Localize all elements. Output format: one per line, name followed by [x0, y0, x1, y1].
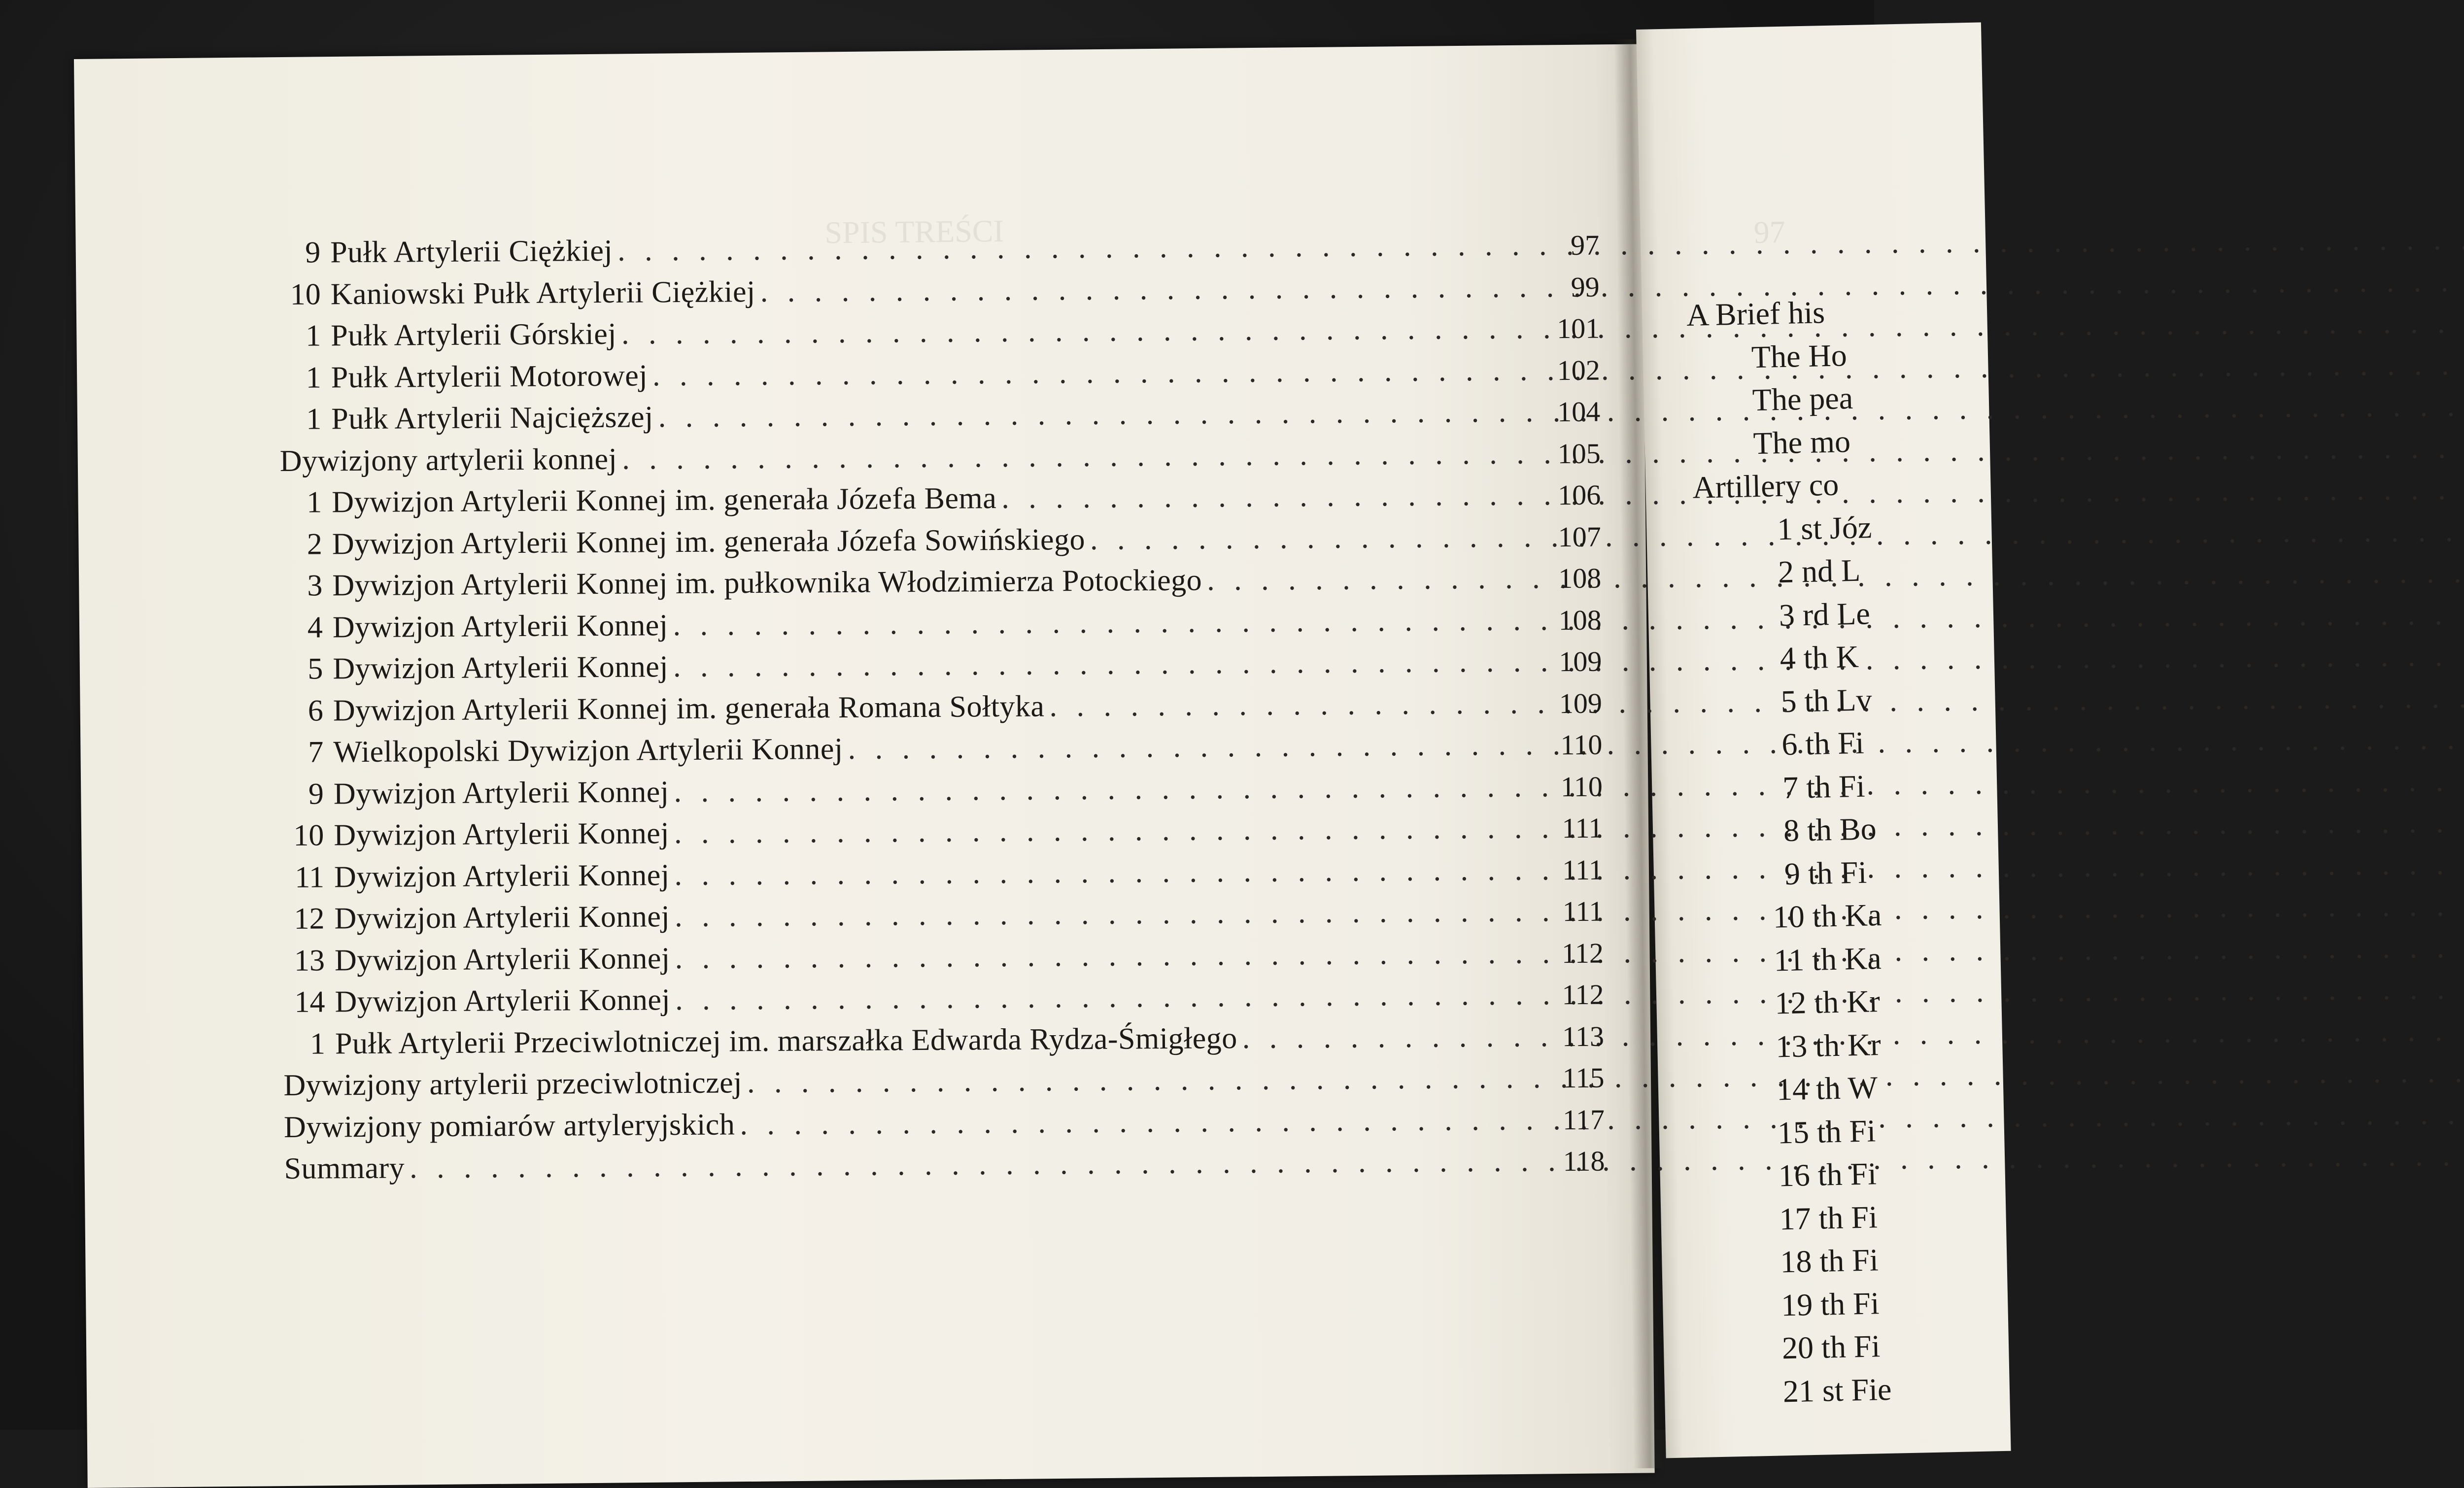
toc-entry-title: Dywizjon Artylerii Konnej im. generała Romana Sołtyka	[333, 689, 1045, 727]
toc-entry-number: 1	[306, 319, 321, 353]
toc-entry	[279, 311, 1600, 358]
toc-entry-number: 10	[290, 277, 321, 311]
toc-leader-dots	[669, 852, 1534, 893]
toc-leader-dots	[1085, 519, 1532, 557]
toc-entry-number: 1	[307, 485, 322, 519]
toc-entry	[280, 477, 1601, 525]
toc-entry-page: 105	[1557, 437, 1601, 470]
toc-entry-page: 111	[1562, 812, 1603, 845]
right-page-line: 8 th Bo	[1783, 811, 1877, 848]
show-through-heading: SPIS TREŚCI	[824, 213, 1004, 250]
toc-entry-title: Dywizjon Artylerii Konnej	[333, 775, 669, 811]
toc-entry	[283, 1060, 1604, 1108]
toc-entry-page: 106	[1558, 478, 1601, 511]
toc-entry-number: 4	[307, 610, 323, 644]
toc-entry-number: 12	[294, 902, 325, 936]
right-page-line: 16 th Fi	[1778, 1156, 1877, 1193]
toc-leader-dots	[668, 603, 1533, 643]
toc-leader-dots	[670, 977, 1535, 1017]
right-page-number: 97	[1753, 214, 1786, 250]
right-page-line: The Ho	[1751, 337, 1848, 374]
toc-entry-number: 11	[295, 860, 325, 894]
toc-entry-number: 3	[307, 569, 323, 603]
toc-leader-dots	[617, 436, 1532, 476]
toc-entry-title: Dywizjon Artylerii Konnej	[334, 941, 670, 977]
toc-entry-title: Summary	[284, 1151, 405, 1185]
toc-entry-title: Pułk Artylerii Górskiej	[331, 317, 617, 353]
toc-entry-number: 10	[293, 818, 324, 852]
toc-entry-title: Dywizjon Artylerii Konnej im. generała Józefa Sowińskiego	[332, 522, 1086, 561]
toc-leader-dots	[669, 769, 1534, 810]
right-page-line: 3 rd Le	[1779, 595, 1871, 633]
right-page-line: 18 th Fi	[1780, 1242, 1879, 1280]
toc-entry-page: 111	[1562, 853, 1604, 886]
toc-entry-title: Dywizjon Artylerii Konnej	[333, 650, 669, 686]
toc-entry	[281, 602, 1602, 649]
toc-leader-dots	[735, 1102, 1536, 1142]
toc-entry-page: 97	[1570, 229, 1600, 261]
toc-entry-title: Pułk Artylerii Motorowej	[331, 358, 648, 394]
toc-entry	[281, 727, 1602, 775]
right-page-line: 17 th Fi	[1779, 1199, 1878, 1236]
toc-entry-page: 118	[1563, 1145, 1605, 1178]
toc-entry-page: 104	[1557, 395, 1601, 428]
toc-entry-page: 107	[1558, 520, 1601, 553]
toc-entry-page: 108	[1558, 562, 1602, 595]
right-page-line: 10 th Ka	[1773, 897, 1882, 935]
toc-entry-number: 1	[306, 402, 322, 436]
toc-entry-number: 7	[308, 735, 324, 769]
toc-entry-number: 9	[305, 236, 321, 270]
toc-entry-title: Wielkopolski Dywizjon Artylerii Konnej	[333, 732, 843, 769]
toc-entry-number: 13	[294, 943, 325, 978]
toc-entry-title: Pułk Artylerii Ciężkiej	[330, 234, 613, 270]
toc-entry-page: 115	[1562, 1061, 1605, 1094]
toc-entry-title: Dywizjony artylerii konnej	[279, 442, 617, 478]
toc-entry-title: Dywizjony pomiarów artyleryjskich	[283, 1107, 735, 1144]
toc-leader-dots	[648, 353, 1531, 393]
toc-entry-number: 1	[306, 360, 321, 395]
right-page-line: 2 nd L	[1778, 552, 1861, 590]
toc-entry-page: 99	[1571, 271, 1600, 303]
right-page-line: 1 st Józ	[1777, 509, 1872, 546]
toc-entry	[283, 1018, 1604, 1066]
right-page-line: 11 th Ka	[1773, 940, 1882, 978]
toc-entry	[281, 644, 1602, 691]
toc-entry	[280, 519, 1601, 566]
toc-entry-page: 109	[1559, 645, 1602, 678]
toc-entry-page: 110	[1560, 770, 1603, 803]
right-page-line: 6 th Fi	[1781, 725, 1865, 762]
toc-entry	[279, 269, 1600, 316]
right-page-line: 4 th K	[1780, 639, 1859, 676]
toc-entry	[279, 394, 1600, 441]
toc-entry	[282, 852, 1603, 899]
toc-entry-title: Dywizjon Artylerii Konnej im. pułkownika Włodzimierza Potockiego	[332, 563, 1202, 603]
toc-entry-title: Dywizjon Artylerii Konnej	[334, 816, 670, 852]
toc-leader-dots	[742, 1060, 1536, 1100]
toc-leader-dots	[843, 727, 1533, 767]
toc-leader-dots	[668, 644, 1533, 684]
right-page-line: Artillery co	[1692, 467, 1839, 505]
toc-leader-dots	[653, 394, 1532, 435]
toc-leader-dots	[616, 311, 1531, 351]
right-page-line: 15 th Fi	[1777, 1113, 1876, 1150]
toc-leader-dots	[669, 811, 1534, 851]
toc-entry	[283, 977, 1604, 1024]
right-page-line: 5 th Lv	[1780, 681, 1873, 719]
toc-entry-number: 5	[308, 652, 323, 686]
toc-entry-title: Pułk Artylerii Przeciwlotniczej im. marszałka Edwarda Rydza-Śmigłego	[335, 1021, 1237, 1060]
toc-entry	[280, 436, 1601, 483]
right-page-line: 9 th Fi	[1784, 854, 1867, 891]
toc-entry-title: Dywizjon Artylerii Konnej	[332, 608, 668, 644]
toc-entry-page: 102	[1557, 354, 1600, 386]
toc-entry	[282, 894, 1603, 941]
right-page-line: 20 th Fi	[1781, 1328, 1881, 1366]
toc-leader-dots	[670, 936, 1535, 976]
right-page-line: 13 th Kr	[1775, 1026, 1882, 1064]
right-page-line: A Brief his	[1686, 295, 1825, 333]
toc-leader-dots	[1237, 1019, 1536, 1056]
toc-leader-dots	[755, 270, 1531, 309]
toc-leader-dots	[996, 477, 1532, 516]
toc-entry	[284, 1102, 1605, 1149]
toc-entry-title: Pułk Artylerii Najcięższej	[331, 400, 653, 436]
toc-entry-title: Dywizjon Artylerii Konnej	[334, 858, 670, 894]
toc-entry-title: Dywizjon Artylerii Konnej im. generała Józefa Bema	[332, 481, 997, 519]
toc-entry	[281, 685, 1602, 733]
toc-entry-page: 108	[1558, 604, 1602, 636]
toc-entry-page: 109	[1559, 687, 1603, 719]
toc-entry-page: 111	[1562, 895, 1604, 928]
toc-entry	[278, 228, 1599, 275]
toc-entry-page: 110	[1560, 728, 1603, 761]
toc-entry-title: Dywizjon Artylerii Konnej	[334, 900, 670, 936]
right-page-line: 12 th Kr	[1774, 983, 1881, 1021]
toc-entry-number: 1	[309, 1026, 326, 1061]
right-page-line: 14 th W	[1776, 1070, 1878, 1107]
toc-leader-dots	[670, 894, 1535, 934]
right-page-line: 19 th Fi	[1780, 1285, 1880, 1322]
toc-entry-page: 112	[1562, 978, 1604, 1011]
toc-entry-number: 9	[308, 777, 324, 811]
toc-entry-number: 6	[308, 693, 324, 728]
toc-entry	[282, 769, 1603, 816]
right-page-line: The pea	[1752, 380, 1853, 418]
toc-entry	[283, 935, 1604, 982]
toc-entry-title: Dywizjon Artylerii Konnej	[335, 983, 671, 1019]
toc-entry-number: 2	[307, 527, 323, 561]
toc-entry-number: 14	[294, 985, 325, 1019]
toc-leader-dots	[1202, 561, 1533, 598]
toc-entry-title: Kaniowski Pułk Artylerii Ciężkiej	[330, 274, 755, 311]
right-page-line: The mo	[1752, 423, 1851, 461]
toc-entry-page: 113	[1562, 1020, 1605, 1052]
right-page-line: 7 th Fi	[1782, 768, 1866, 805]
toc-entry	[279, 352, 1600, 400]
toc-entry-page: 117	[1562, 1103, 1605, 1136]
toc-leader-dots	[1044, 686, 1533, 724]
toc-entry-page: 101	[1557, 312, 1600, 345]
toc-entry	[284, 1144, 1605, 1191]
toc-leader-dots	[613, 228, 1531, 268]
toc-entry-title: Dywizjony artylerii przeciwlotniczej	[283, 1066, 743, 1102]
toc-entry-page: 112	[1561, 937, 1604, 969]
toc-leader-dots	[405, 1144, 1536, 1185]
toc-entry	[280, 561, 1601, 608]
right-page-line: 21 st Fie	[1782, 1371, 1892, 1409]
toc-entry	[282, 811, 1603, 858]
